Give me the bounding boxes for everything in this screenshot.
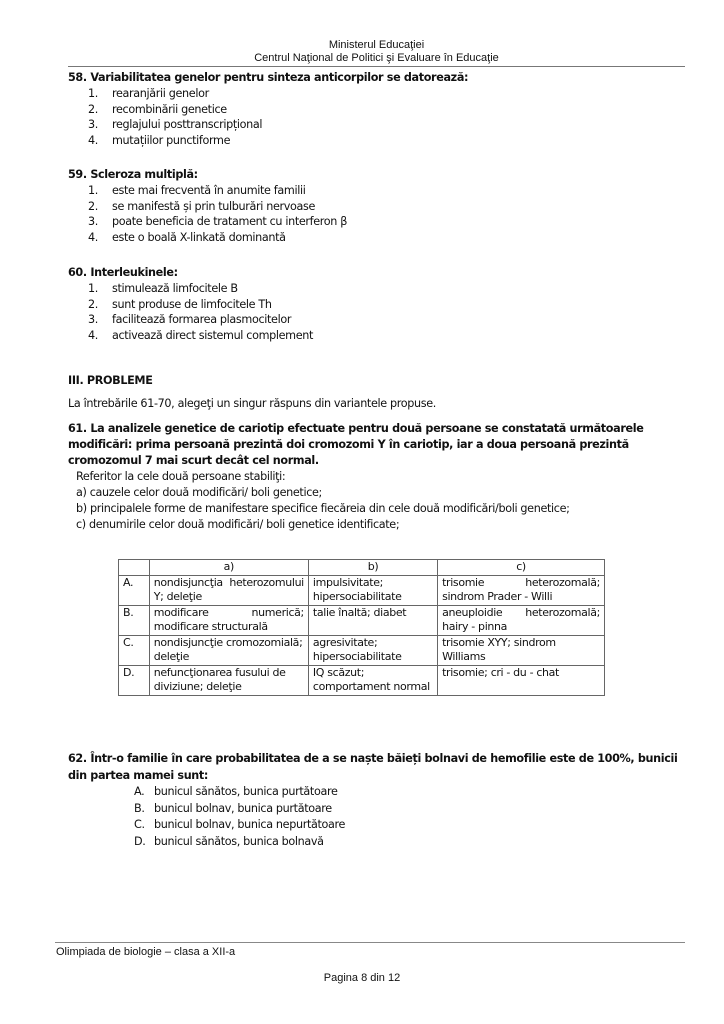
option-text: rearanjării genelor — [112, 87, 209, 100]
cell-manifestation: talie înaltă; diabet — [308, 605, 437, 635]
page-header — [68, 39, 685, 65]
option-list — [68, 281, 688, 343]
cell-cause: modificare numerică; modificare structurală — [149, 605, 308, 635]
option-text: mutațiilor punctiforme — [112, 133, 231, 147]
option-item — [68, 117, 688, 133]
option-number: 1. — [88, 282, 98, 295]
cell-manifestation: impulsivitate; hipersociabilitate — [308, 575, 437, 605]
question-title: 62. Într-o familie în care probabilitatea de a se naște băieți bolnavi de hemofilie este de 100%, bunicii din partea mamei sunt: — [68, 752, 678, 782]
option-number: 3. — [88, 215, 98, 229]
row-label: A. — [119, 575, 150, 605]
option-item — [68, 817, 688, 834]
footer-divider — [55, 942, 685, 943]
option-text: este o boală X-linkată dominantă — [112, 230, 286, 244]
table-header-cell: c) — [438, 560, 605, 576]
question-59 — [68, 167, 688, 245]
option-text: bunicul sănătos, bunica bolnavă — [154, 834, 324, 848]
footer-title: Olimpiada de biologie – clasa a XII-a — [56, 946, 236, 958]
table-row — [119, 575, 605, 605]
cell-cause: nondisjuncţie cromozomială; deleţie — [149, 635, 308, 665]
option-text: activează direct sistemul complement — [112, 328, 314, 342]
option-text: poate beneficia de tratament cu interferon β — [112, 215, 348, 229]
option-list — [68, 86, 688, 148]
table-header-cell — [119, 560, 150, 576]
option-item — [68, 133, 688, 149]
option-item — [68, 312, 688, 328]
cell-name: aneuploidie heterozomală; hairy - pinna — [438, 605, 605, 635]
question-62 — [68, 750, 688, 850]
question-intro: Referitor la cele două persoane stabiliţi: — [76, 470, 286, 483]
cell-manifestation: agresivitate; hipersociabilitate — [308, 635, 437, 665]
option-item — [68, 214, 688, 230]
answer-table — [118, 559, 605, 696]
cell-name: trisomie XYY; sindrom Williams — [438, 635, 605, 665]
option-list — [68, 784, 688, 850]
header-ministry: Ministerul Educaţiei — [328, 39, 425, 51]
question-title: 60. Interleukinele: — [68, 266, 178, 279]
table-header-row — [119, 560, 605, 576]
option-text: sunt produse de limfocitele Th — [112, 297, 272, 311]
question-title: 58. Variabilitatea genelor pentru sinteza anticorpilor se datorează: — [68, 71, 469, 84]
option-text: bunicul bolnav, bunica nepurtătoare — [154, 818, 346, 831]
option-number: 1. — [88, 184, 98, 197]
option-letter: A. — [134, 785, 145, 798]
option-number: 1. — [88, 87, 98, 100]
question-subitem: c) denumirile celor două modificări/ boli genetice identificate; — [76, 518, 400, 531]
section-instruction: La întrebările 61-70, alegeţi un singur răspuns din variantele propuse. — [68, 397, 436, 410]
option-item — [68, 784, 688, 801]
question-title: 59. Scleroza multiplă: — [68, 168, 198, 181]
row-label: C. — [119, 635, 150, 665]
option-text: bunicul sănătos, bunica purtătoare — [154, 785, 338, 798]
option-text: reglajului posttranscripțional — [112, 118, 263, 132]
cell-name: trisomie; cri - du - chat — [438, 665, 605, 695]
option-number: 4. — [88, 133, 98, 147]
option-item — [68, 86, 688, 102]
option-item — [68, 801, 688, 818]
row-label: B. — [119, 605, 150, 635]
question-58 — [68, 70, 688, 148]
option-number: 3. — [88, 313, 98, 327]
option-letter: D. — [134, 834, 146, 848]
option-text: se manifestă și prin tulburări nervoase — [112, 199, 316, 213]
option-text: bunicul bolnav, bunica purtătoare — [154, 801, 332, 815]
section-title: III. PROBLEME — [68, 374, 153, 387]
row-label: D. — [119, 665, 150, 695]
option-list — [68, 183, 688, 245]
option-text: este mai frecventă în anumite familii — [112, 184, 306, 197]
cell-cause: nefuncţionarea fusului de diviziune; deleţie — [149, 665, 308, 695]
option-item — [68, 230, 688, 246]
cell-name: trisomie heterozomală; sindrom Prader - Willi — [438, 575, 605, 605]
table-header-cell: a) — [149, 560, 308, 576]
option-number: 4. — [88, 328, 98, 342]
table-row — [119, 635, 605, 665]
cell-cause: nondisjuncţia heterozomului Y; deleţie — [149, 575, 308, 605]
question-subitem: a) cauzele celor două modificări/ boli genetice; — [76, 486, 322, 499]
option-item — [68, 199, 688, 215]
option-item — [68, 328, 688, 344]
option-item — [68, 183, 688, 199]
question-subitem: b) principalele forme de manifestare specifice fiecăreia din cele două modificări/boli genetice; — [76, 502, 570, 515]
option-item — [68, 281, 688, 297]
option-number: 4. — [88, 230, 98, 244]
question-60 — [68, 265, 688, 343]
table-header-cell: b) — [308, 560, 437, 576]
option-text: stimulează limfocitele B — [112, 282, 238, 295]
question-61 — [68, 421, 688, 533]
option-number: 3. — [88, 118, 98, 132]
question-title: 61. La analizele genetice de cariotip efectuate pentru două persoane se constatată următoarele modificări: prima persoană prezintă doi cromozomi Y în cariotip, iar a doua persoană prezintă cromozomul 7 mai scurt decât cel normal. — [68, 422, 644, 467]
option-item — [68, 297, 688, 313]
option-number: 2. — [88, 297, 98, 311]
table-row — [119, 665, 605, 695]
option-number: 2. — [88, 102, 98, 116]
page-number: Pagina 8 din 12 — [323, 972, 401, 984]
table-row — [119, 605, 605, 635]
option-letter: C. — [134, 818, 145, 831]
cell-manifestation: IQ scăzut; comportament normal — [308, 665, 437, 695]
option-text: facilitează formarea plasmocitelor — [112, 313, 292, 327]
option-item — [68, 102, 688, 118]
option-letter: B. — [134, 801, 145, 815]
option-number: 2. — [88, 199, 98, 213]
header-divider — [68, 66, 685, 67]
option-text: recombinării genetice — [112, 102, 227, 116]
header-center: Centrul Naţional de Politici şi Evaluare în Educaţie — [254, 52, 499, 64]
option-item — [68, 834, 688, 851]
